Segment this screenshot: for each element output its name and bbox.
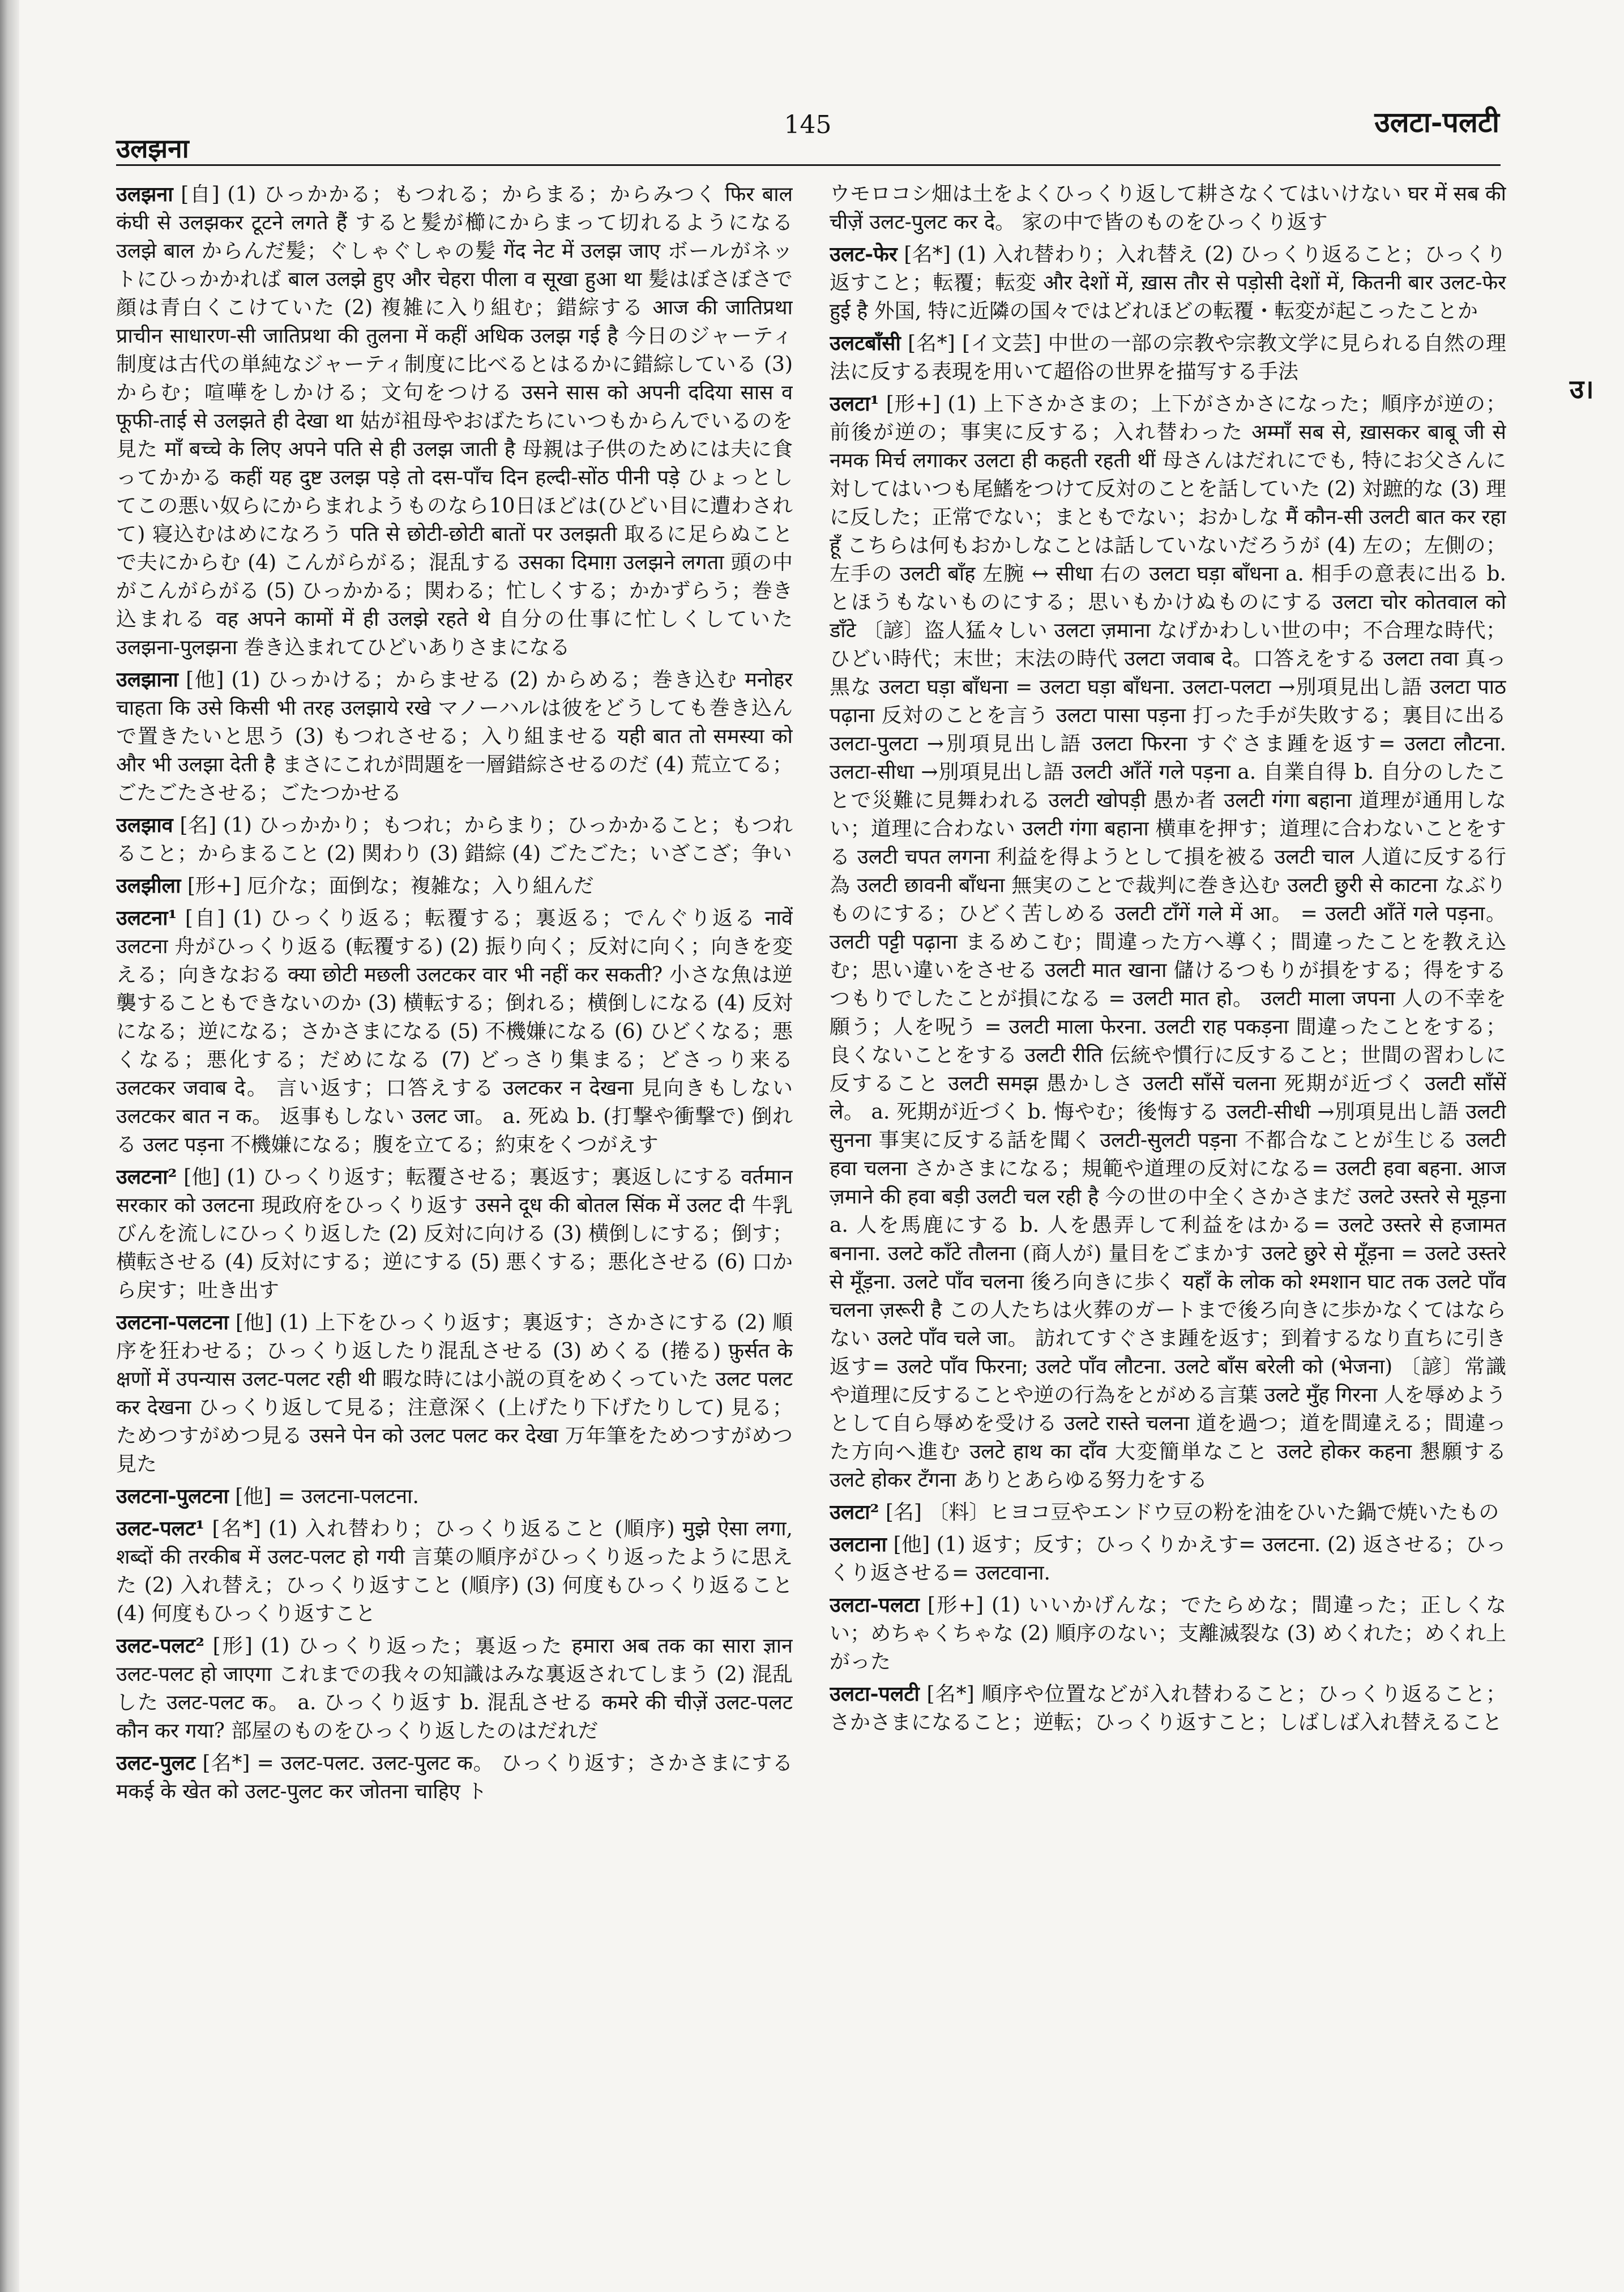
page-header: [116, 96, 1499, 164]
dictionary-entry: [116, 1308, 793, 1479]
dictionary-entry: [116, 665, 793, 808]
right-column: [830, 180, 1506, 2196]
entry-headword: उलटबाँसी: [830, 331, 901, 355]
entry-headword: उलझीला: [116, 874, 181, 898]
dictionary-entry: [830, 329, 1506, 386]
entry-definition: [名] 〔料〕ヒヨコ豆やエンドウ豆の粉を油をひいた鍋で焼いたもの: [885, 1501, 1499, 1524]
running-head-left: उलझना: [116, 133, 189, 164]
dictionary-entry: [116, 180, 793, 662]
entry-definition: [名*] 順序や位置などが入れ替わること；ひっくり返ること；さかさまになること；逆転；ひっくり返すこと；しばしば入れ替えること: [830, 1683, 1506, 1734]
entry-headword: उलटना²: [116, 1165, 177, 1189]
entry-definition: [名*] [イ文芸] 中世の一部の宗教や宗教文学に見られる自然の理法に反する表現を用いて超俗の世界を描写する手法: [830, 332, 1506, 383]
dictionary-entry: [830, 1680, 1506, 1737]
entry-definition: [名*] (1) 入れ替わり；ひっくり返ること (順序) मुझे ऐसा लगा, शब्दों की तरकीब में उलट-पलट हो गयी 言葉の順序がひっくり返ったように思えた (2) 入れ替え；ひっくり返すこと (順序) (3) 何度もひっくり返ること (4) 何度もひっくり返すこと: [116, 1517, 793, 1625]
dictionary-entry: [830, 180, 1506, 237]
entry-headword: उलटा-पलटी: [830, 1682, 920, 1706]
dictionary-entry: [116, 811, 793, 868]
dictionary-entry: [116, 872, 793, 900]
dictionary-entry: [830, 1498, 1506, 1527]
entry-headword: उलट-फेर: [830, 242, 898, 266]
dictionary-entry: [830, 1591, 1506, 1676]
left-column: [116, 180, 793, 2196]
dictionary-entry: [116, 1163, 793, 1305]
dictionary-entry: [116, 904, 793, 1159]
entry-headword: उलट-पलट²: [116, 1634, 204, 1658]
dictionary-entry: [116, 1632, 793, 1745]
entry-definition: [他] = उलटना-पलटना.: [235, 1485, 419, 1508]
entry-headword: उलट-पलट¹: [116, 1517, 204, 1540]
dictionary-entry: [830, 1530, 1506, 1587]
entry-definition: [他] (1) 上下をひっくり返す；裏返す；さかさにする (2) 順序を狂わせる；ひっくり返したり混乱させる (3) めくる (捲る) फ़ुर्सत के क्षणों में उपन्यास उलट-पलट रही थी 暇な時には小説の頁をめくっていた उलट पलट कर देखना ひっくり返して見る；注意深く (上げたり下げたりして) 見る；ためつすがめつ見る उसने पेन को उलट पलट कर देखा 万年筆をためつすがめつ見た: [116, 1311, 793, 1476]
page-number: 145: [784, 110, 832, 139]
entry-definition: [形+] (1) 上下さかさまの；上下がさかさになった；順序が逆の；前後が逆の；事実に反する；入れ替わった अम्माँ सब से, ख़ासकर बाबू जी से नमक मिर्च लगाकर उलटा ही कहती रहती थीं 母さんはだれにでも, 特にお父さんに対してはいつも尾鰭をつけて反対のことを話していた (2) 対蹠的な (3) 理に反した；正常でない；まともでない；おかしな मैं कौन-सी उलटी बात कर रहा हूँ こちらは何もおかしなことは話していないだろうが (4) 左の；左側の；左手の उलटी बाँह 左腕 ↔ सीधा 右の उलटा घड़ा बाँधना a. 相手の意表に出る b. とほうもないものにする；思いもかけぬものにする उलटा चोर कोतवाल को डाँटे 〔諺〕盗人猛々しい उलटा ज़माना なげかわしい世の中；不合理な時代；ひどい時代；末世；末法の時代 उलटा जवाब दे。口答えをする उलटा तवा 真っ黒な उलटा घड़ा बाँधना = उलटा घड़ा बाँधना. उलटा-पलटा →別項見出し語 उलटा पाठ पढ़ाना 反対のことを言う उलटा पासा पड़ना 打った手が失敗する；裏目に出る उलटा-पुलटा →別項見出し語 उलटा फिरना すぐさま踵を返す= उलटा लौटना. उलटा-सीधा →別項見出し語 उलटी आँतें गले पड़ना a. 自業自得 b. 自分のしたことで災難に見舞われる उलटी खोपड़ी 愚か者 उलटी गंगा बहाना 道理が通用しない；道理に合わない उलटी गंगा बहाना 横車を押す；道理に合わないことをする उलटी चपत लगना 利益を得ようとして損を被る उलटी चाल 人道に反する行為 उलटी छावनी बाँधना 無実のことで裁判に巻き込む उलटी छुरी से काटना なぶりものにする；ひどく苦しめる उलटी टाँगें गले में आ。 = उलटी आँतें गले पड़ना。 उलटी पट्टी पढ़ाना まるめこむ；間違った方へ導く；間違ったことを教え込む；思い違いをさせる उलटी मात खाना 儲けるつもりが損をする；得をするつもりでしたことが損になる = उलटी मात हो。 उलटी माला जपना 人の不幸を願う；人を呪う = उलटी माला फेरना. उलटी राह पकड़ना 間違ったことをする；良くないことをする उलटी रीति 伝統や慣行に反すること；世間の習わしに反すること उलटी समझ 愚かしさ उलटी साँसें चलना 死期が近づく उलटी साँसें ले。 a. 死期が近づく b. 悔やむ；後悔する उलटी-सीधी →別項見出し語 उलटी सुनना 事実に反する話を聞く उलटी-सुलटी पड़ना 不都合なことが生じる उलटी हवा चलना さかさまになる；規範や道理の反対になる= उलटी हवा बहना. आज ज़माने की हवा बड़ी उलटी चल रही है 今の世の中全くさかさまだ उलटे उस्तरे से मूड़ना a. 人を馬鹿にする b. 人を愚弄して利益をはかる= उलटे उस्तरे से हजामत बनाना. उलटे काँटे तौलना (商人が) 量目をごまかす उलटे छुरे से मूँड़ना = उलटे उस्तरे से मूँड़ना. उलटे पाँव चलना 後ろ向きに歩く यहाँ के लोक को श्मशान घाट तक उलटे पाँव चलना ज़रूरी है この人たちは火葬のガートまで後ろ向きに歩かなくてはならない उलटे पाँव चले जा。 訪れてすぐさま踵を返す；到着するなり直ちに引き返す= उलटे पाँव फिरना; उलटे पाँव लौटना. उलटे बाँस बरेली को (भेजना) 〔諺〕常識や道理に反することや逆の行為をとがめる言葉 उलटे मुँह गिरना 人を辱めようとして自ら辱めを受ける उलटे रास्ते चलना 道を過つ；道を間違える；間違った方向へ進む उलटे हाथ का दाँव 大変簡単なこと उलटे होकर कहना 懇願する उलटे होकर टँगना ありとあらゆる努力をする: [830, 392, 1506, 1492]
entry-headword: उलट-पुलट: [116, 1751, 196, 1775]
entry-definition: [形+] (1) いいかげんな；でたらめな；間違った；正しくない；めちゃくちゃな (2) 順序のない；支離滅裂な (3) めくれた；めくれ上がった: [830, 1594, 1506, 1674]
entry-definition: ウモロコシ畑は土をよくひっくり返して耕さなくてはいけない घर में सब की चीज़ें उलट-पुलट कर दे。 家の中で皆のものをひっくり返す: [830, 182, 1506, 234]
dictionary-entry: [830, 240, 1506, 326]
entry-definition: [自] (1) ひっかかる；もつれる；からまる；からみつく फिर बाल कंघी से उलझकर टूटने लगते हैं すると髪が櫛にからまって切れるようになる उलझे बाल からんだ髪；ぐしゃぐしゃの髪 गेंद नेट में उलझ जाए ボールがネットにひっかかれば बाल उलझे हुए और चेहरा पीला व सूखा हुआ था 髪はぼさぼさで顔は青白くこけていた (2) 複雑に入り組む；錯綜する आज की जातिप्रथा प्राचीन साधारण-सी जातिप्रथा की तुलना में कहीं अधिक उलझ गई है 今日のジャーティ制度は古代の単純なジャーティ制度に比べるとはるかに錯綜している (3) からむ；喧嘩をしかける；文句をつける उसने सास को अपनी ददिया सास व फूफी-ताई से उलझते ही देखा था 姑が祖母やおばたちにいつもからんでいるのを見た माँ बच्चे के लिए अपने पति से ही उलझ जाती है 母親は子供のためには夫に食ってかかる कहीं यह दुष्ट उलझ पड़े तो दस-पाँच दिन हल्दी-सोंठ पीनी पड़े ひょっとしてこの悪い奴らにからまれようものなら10日ほどは(ひどい目に遭わされて) 寝込むはめになろう पति से छोटी-छोटी बातों पर उलझती 取るに足らぬことで夫にからむ (4) こんがらがる；混乱する उसका दिमाग़ उलझने लगता 頭の中がこんがらがる (5) ひっかかる；関わる；忙しくする；かかずらう；巻き込まれる वह अपने कामों में ही उलझे रहते थे 自分の仕事に忙しくしていた उलझना-पुलझना 巻き込まれてひどいありさまになる: [116, 183, 793, 659]
entry-definition: [名*] (1) 入れ替わり；入れ替え (2) ひっくり返ること；ひっくり返すこと；転覆；転変 और देशों में, ख़ास तौर से पड़ोसी देशों में, कितनी बार उलट-फेर हुई है 外国, 特に近隣の国々ではどれほどの転覆・転変が起こったことか: [830, 243, 1506, 323]
book-binding-edge: [0, 0, 19, 2292]
entry-headword: उलटा¹: [830, 392, 879, 416]
entry-headword: उलटना-पुलटना: [116, 1484, 229, 1508]
entry-headword: उलझाव: [116, 813, 173, 837]
entry-definition: [名] (1) ひっかかり；もつれ；からまり；ひっかかること；もつれること；からまること (2) 関わり (3) 錯綜 (4) ごたごた；いざこざ；争い: [116, 814, 793, 865]
entry-headword: उलटा-पलटा: [830, 1593, 920, 1617]
dictionary-entry: [830, 390, 1506, 1495]
header-rule: [116, 164, 1501, 166]
entry-headword: उलटा²: [830, 1500, 879, 1524]
entry-headword: उलटना¹: [116, 906, 177, 930]
running-head-right: उलटा-पलटी: [1374, 105, 1499, 139]
entry-definition: [他] (1) ひっくり返す；転覆させる；裏返す；裏返しにする वर्तमान सरकार को उलटना 現政府をひっくり返す उसने दूध की बोतल सिंक में उलट दी 牛乳びんを流しにひっくり返した (2) 反対に向ける (3) 横倒しにする；倒す；横転させる (4) 反対にする；逆にする (5) 悪くする；悪化させる (6) 口から戻す；吐き出す: [116, 1166, 793, 1302]
entry-definition: [自] (1) ひっくり返る；転覆する；裏返る；でんぐり返る नावें उलटना 舟がひっくり返る (転覆する) (2) 振り向く；反対に向く；向きを変える；向きなおる क्या छोटी मछली उलटकर वार भी नहीं कर सकती? 小さな魚は逆襲することもできないのか (3) 横転する；倒れる；横倒しになる (4) 反対になる；逆になる；さかさまになる (5) 不機嫌になる (6) ひどくなる；悪くなる；悪化する；だめになる (7) どっさり集まる；どさっり来る उलटकर जवाब दे。 言い返す；口答えする उलटकर न देखना 見向きもしない उलटकर बात न क。 返事もしない उलट जा。 a. 死ぬ b. (打撃や衝撃で) 倒れる उलट पड़ना 不機嫌になる；腹を立てる；約束をくつがえす: [116, 907, 793, 1156]
thumb-index-tab: उ।: [1570, 374, 1594, 404]
entry-headword: उलटना-पलटना: [116, 1311, 229, 1334]
dictionary-entry: [116, 1749, 793, 1806]
entry-headword: उलझाना: [116, 668, 178, 692]
entry-headword: उलटाना: [830, 1533, 887, 1556]
entry-definition: [他] (1) ひっかける；からませる (2) からめる；巻き込む मनोहर चाहता कि उसे किसी भी तरह उलझाये रखे マノーハルは彼をどうしても巻き込んで置きたいと思う (3) もつれさせる；入り組ませる यही बात तो समस्या को और भी उलझा देती है まさにこれが問題を一層錯綜させるのだ (4) 荒立てる；ごたごたさせる；ごたつかせる: [116, 668, 793, 805]
entry-headword: उलझना: [116, 182, 173, 206]
dictionary-entry: [116, 1514, 793, 1628]
entry-definition: [形+] 厄介な；面倒な；複雑な；入り組んだ: [187, 874, 594, 898]
entry-definition: [他] (1) 返す；反す；ひっくりかえす= उलटना. (2) 返させる；ひっくり返させる= उलटवाना.: [830, 1533, 1506, 1585]
entry-definition: [名*] = उलट-पलट. उलट-पुलट क。 ひっくり返す；さかさまにする मकई के खेत को उलट-पुलट कर जोतना चाहिए ト: [116, 1752, 793, 1803]
entry-definition: [形] (1) ひっくり返った；裏返った हमारा अब तक का सारा ज्ञान उलट-पलट हो जाएगा これまでの我々の知識はみな裏返されてしまう (2) 混乱した उलट-पलट क。 a. ひっくり返す b. 混乱させる कमरे की चीज़ें उलट-पलट कौन कर गया? 部屋のものをひっくり返したのはだれだ: [116, 1634, 793, 1743]
dictionary-entry: [116, 1482, 793, 1511]
